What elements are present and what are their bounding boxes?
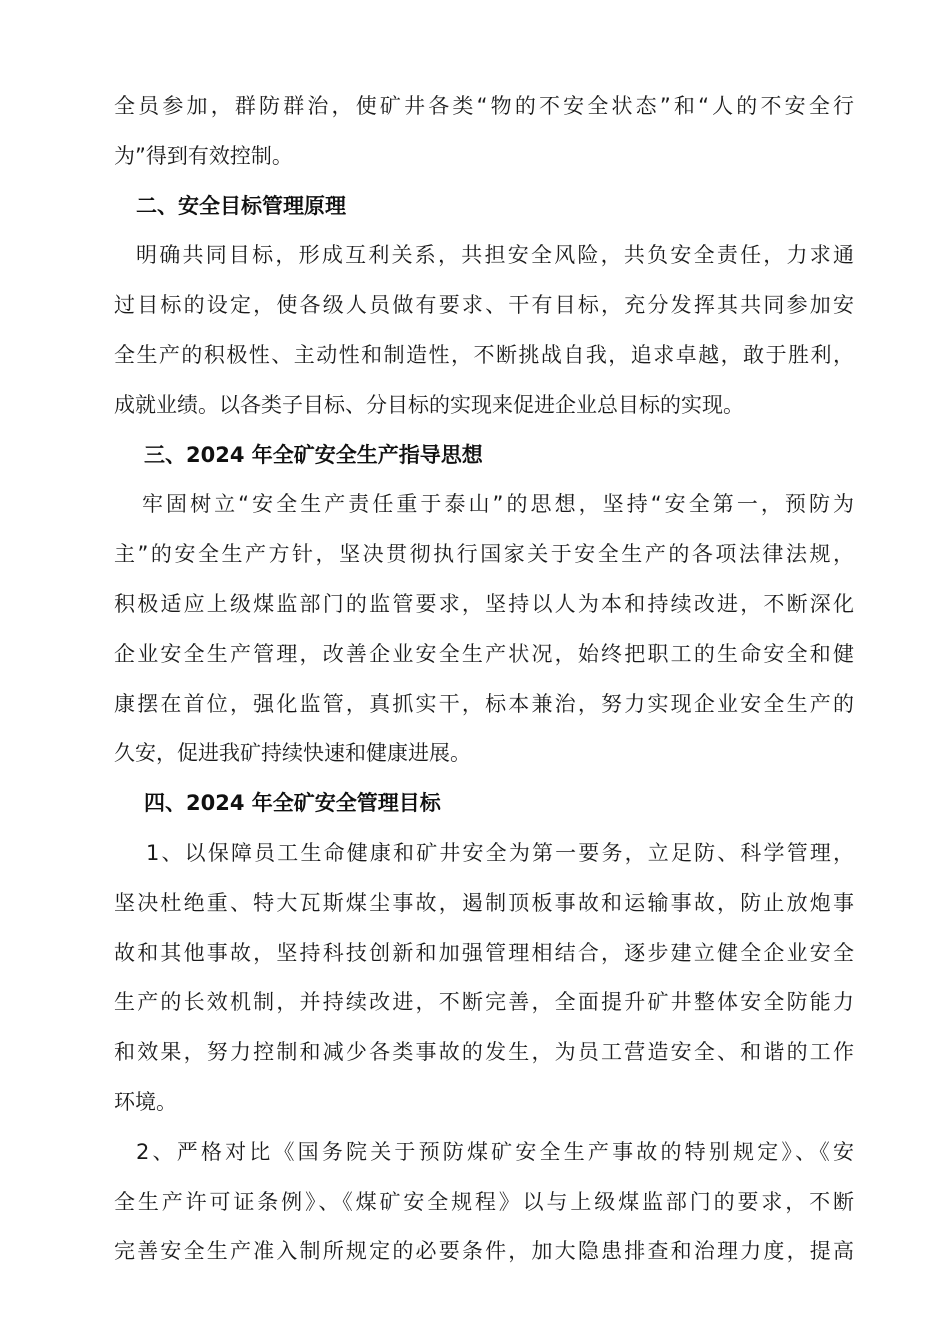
- paragraph-line: 企业安全生产管理，改善企业安全生产状况，始终把职工的生命安全和健: [114, 641, 854, 666]
- section-heading-4: 四、2024 年全矿安全管理目标: [144, 791, 441, 816]
- section-heading-3: 三、2024 年全矿安全生产指导思想: [144, 442, 483, 467]
- paragraph-line: 主”的安全生产方针，坚决贯彻执行国家关于安全生产的各项法律法规，: [114, 542, 854, 567]
- paragraph-line: 康摆在首位，强化监管，真抓实干，标本兼治，努力实现企业安全生产的: [114, 691, 854, 716]
- paragraph-line: 久安，促进我矿持续快速和健康进展。: [114, 741, 471, 766]
- paragraph-line: 过目标的设定，使各级人员做有要求、干有目标，充分发挥其共同参加安: [114, 293, 854, 318]
- paragraph-line: 成就业绩。以各类子目标、分目标的实现来促进企业总目标的实现。: [114, 392, 744, 417]
- paragraph-line: 积极适应上级煤监部门的监管要求，坚持以人为本和持续改进，不断深化: [114, 591, 854, 616]
- paragraph-line: 生产的长效机制，并持续改进，不断完善，全面提升矿井整体安全防能力: [114, 990, 854, 1015]
- section-heading-2: 二、安全目标管理原理: [136, 193, 346, 218]
- paragraph-line: 全生产的积极性、主动性和制造性，不断挑战自我，追求卓越，敢于胜利，: [114, 342, 854, 367]
- paragraph-line: 故和其他事故，坚持科技创新和加强管理相结合，逐步建立健全企业安全: [114, 940, 854, 965]
- paragraph-line: 牢固树立“安全生产责任重于泰山”的思想，坚持“安全第一，预防为: [142, 492, 854, 517]
- paragraph-line: 完善安全生产准入制所规定的必要条件，加大隐患排查和治理力度，提高: [114, 1239, 854, 1264]
- paragraph-line: 环境。: [114, 1089, 177, 1114]
- paragraph-line: 全生产许可证条例》、《煤矿安全规程》以与上级煤监部门的要求，不断: [114, 1189, 854, 1214]
- paragraph-line: 明确共同目标，形成互利关系，共担安全风险，共负安全责任，力求通: [136, 243, 854, 268]
- document-page: [114, 82, 854, 1277]
- paragraph-line: 为”得到有效控制。: [114, 143, 293, 168]
- paragraph-line: 2、严格对比《国务院关于预防煤矿安全生产事故的特别规定》、《安: [136, 1139, 854, 1164]
- paragraph-line: 坚决杜绝重、特大瓦斯煤尘事故，遏制顶板事故和运输事故，防止放炮事: [114, 890, 854, 915]
- paragraph-line: 全员参加，群防群治，使矿井各类“物的不安全状态”和“人的不安全行: [114, 94, 854, 118]
- paragraph-line: 和效果，努力控制和减少各类事故的发生，为员工营造安全、和谐的工作: [114, 1040, 854, 1065]
- paragraph-line: 1、以保障员工生命健康和矿井安全为第一要务，立足防、科学管理，: [146, 840, 854, 865]
